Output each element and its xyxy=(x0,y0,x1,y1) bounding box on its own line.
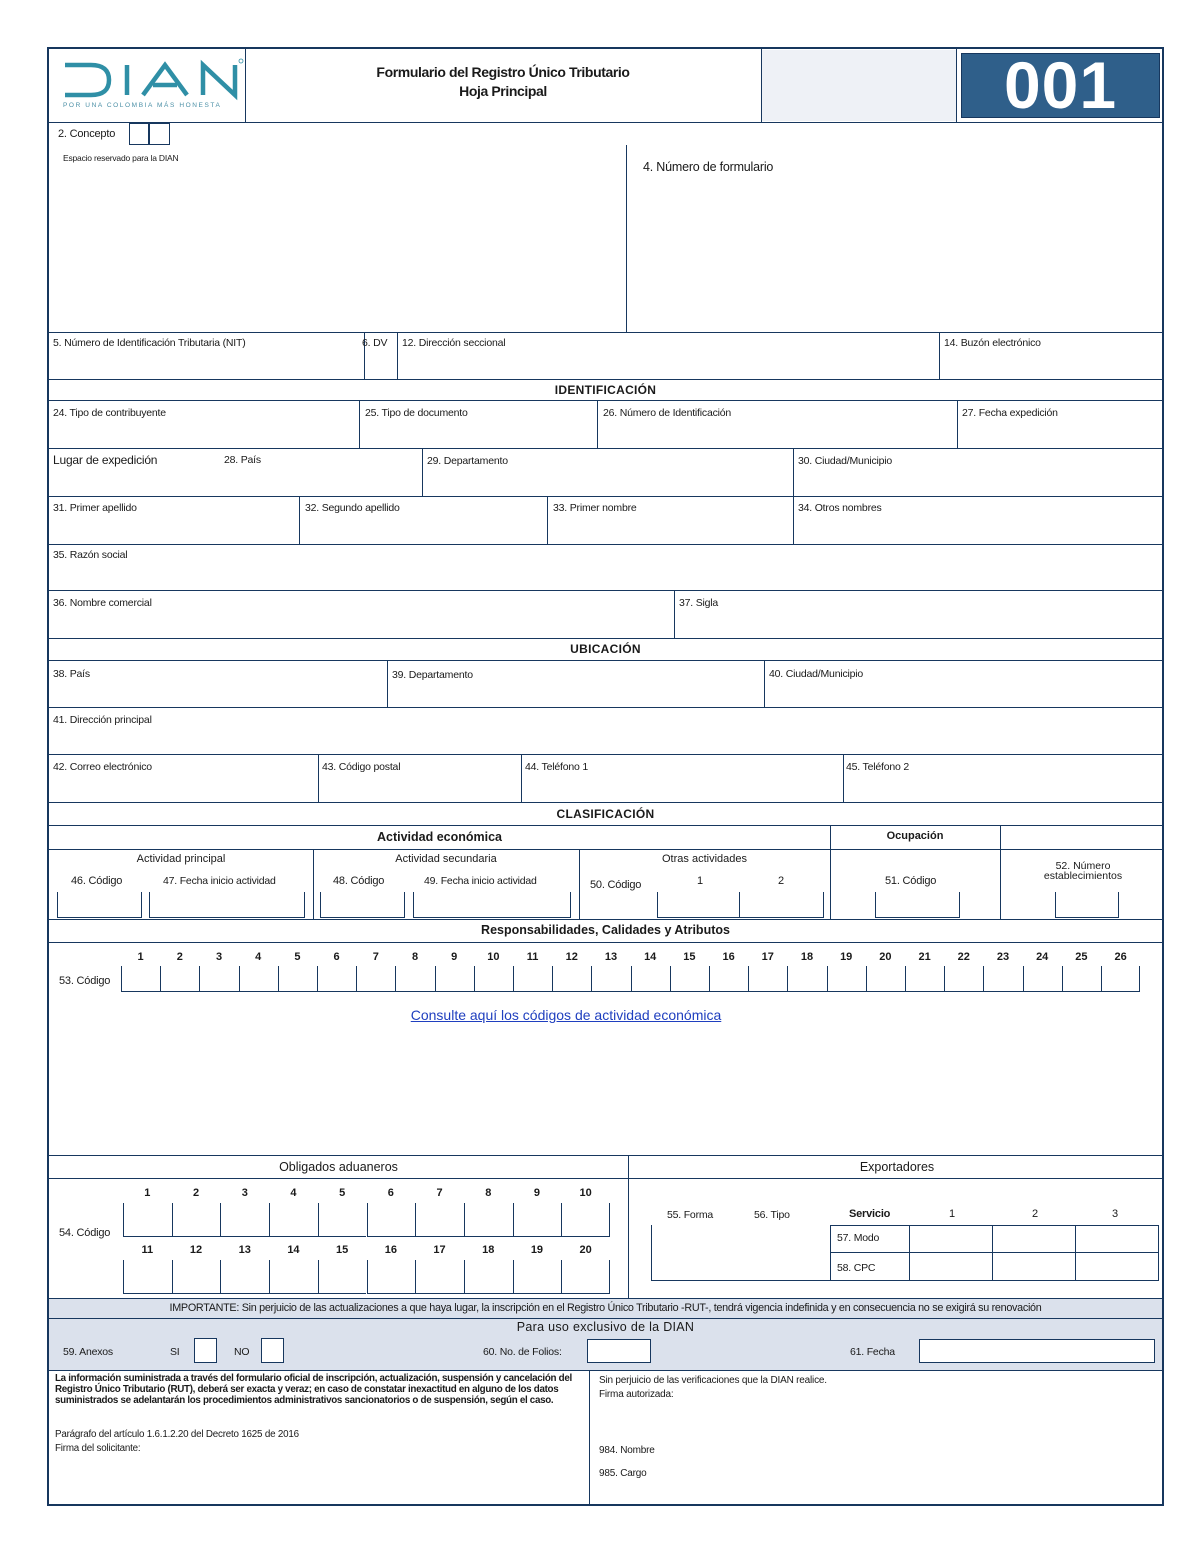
code53-box[interactable] xyxy=(983,966,1022,992)
f34-label: 34. Otros nombres xyxy=(798,502,882,514)
code53-box[interactable] xyxy=(513,966,552,992)
verificaciones-text: Sin perjuicio de las verificaciones que la DIAN realice. xyxy=(599,1375,827,1386)
title-line2: Hoja Principal xyxy=(459,83,547,99)
code53-box[interactable] xyxy=(474,966,513,992)
code53-number: 9 xyxy=(451,951,458,963)
code53-number: 3 xyxy=(215,951,223,963)
firma-solicitante-label: Firma del solicitante: xyxy=(55,1443,141,1454)
code54-number: 13 xyxy=(238,1244,251,1256)
code54-box[interactable] xyxy=(513,1260,562,1294)
code53-number: 18 xyxy=(800,951,814,963)
identificacion-title: IDENTIFICACIÓN xyxy=(554,383,657,397)
f57-label: 57. Modo xyxy=(837,1232,880,1244)
no-label: NO xyxy=(234,1346,250,1358)
code53-number: 13 xyxy=(604,951,618,963)
code54-box[interactable] xyxy=(220,1203,269,1237)
code53-box[interactable] xyxy=(787,966,826,992)
code53-box[interactable] xyxy=(239,966,278,992)
f46-input[interactable] xyxy=(57,892,142,918)
form-title xyxy=(245,63,761,101)
f55-input[interactable] xyxy=(651,1225,736,1281)
f44-label: 44. Teléfono 1 xyxy=(525,761,588,773)
servicio-col-3: 3 xyxy=(1112,1208,1118,1220)
code54-number: 3 xyxy=(241,1187,248,1199)
f31-label: 31. Primer apellido xyxy=(53,502,137,514)
code53-box[interactable] xyxy=(278,966,317,992)
dian-logo xyxy=(53,53,245,117)
exportadores-title: Exportadores xyxy=(859,1160,935,1174)
f46-label: 46. Código xyxy=(71,875,123,887)
code54-number: 6 xyxy=(387,1187,394,1199)
otras-col-1: 1 xyxy=(697,875,703,887)
code53-number: 2 xyxy=(176,951,183,963)
nit-label: 5. Número de Identificación Tributaria (NIT) xyxy=(53,337,246,349)
code53-box[interactable] xyxy=(199,966,238,992)
code53-number: 21 xyxy=(918,951,931,963)
code53-number: 17 xyxy=(761,951,774,963)
header-grey-cell xyxy=(762,50,956,121)
code53-number: 25 xyxy=(1075,951,1088,963)
code54-number: 15 xyxy=(336,1244,349,1256)
code53-box[interactable] xyxy=(905,966,944,992)
code53-number: 24 xyxy=(1036,951,1049,963)
code54-box[interactable] xyxy=(123,1260,172,1294)
code53-number: 22 xyxy=(957,951,970,963)
code54-number: 2 xyxy=(192,1187,200,1199)
code54-number: 12 xyxy=(189,1244,203,1256)
f30-label: 30. Ciudad/Municipio xyxy=(798,455,893,467)
numero-formulario-label: 4. Número de formulario xyxy=(643,160,774,174)
f52-label xyxy=(1000,861,1166,881)
f58-label: 58. CPC xyxy=(837,1262,876,1274)
f53-label: 53. Código xyxy=(59,975,111,987)
reserved-space-label: Espacio reservado para la DIAN xyxy=(63,153,179,163)
code54-box[interactable] xyxy=(367,1260,416,1294)
f45-label: 45. Teléfono 2 xyxy=(846,761,909,773)
code54-box[interactable] xyxy=(172,1203,221,1237)
f24-label: 24. Tipo de contribuyente xyxy=(53,407,166,419)
code53-box[interactable] xyxy=(944,966,983,992)
code54-number: 16 xyxy=(384,1244,397,1256)
f49-label: 49. Fecha inicio actividad xyxy=(424,875,537,887)
code53-box[interactable] xyxy=(631,966,670,992)
folios-input[interactable] xyxy=(587,1339,651,1363)
f49-input[interactable] xyxy=(413,892,571,918)
code54-number: 20 xyxy=(579,1244,592,1256)
code53-box[interactable] xyxy=(395,966,434,992)
uso-dian-title: Para uso exclusivo de la DIAN xyxy=(516,1320,695,1334)
code53-box[interactable] xyxy=(866,966,905,992)
f47-input[interactable] xyxy=(149,892,305,918)
f26-label: 26. Número de Identificación xyxy=(603,407,732,419)
fecha-input[interactable] xyxy=(919,1339,1155,1363)
f55-label: 55. Forma xyxy=(667,1209,714,1221)
f58-input-2[interactable] xyxy=(994,1254,1074,1280)
responsabilidades-title: Responsabilidades, Calidades y Atributos xyxy=(481,923,730,937)
otras-col-2: 2 xyxy=(778,875,784,887)
f43-label: 43. Código postal xyxy=(322,761,401,773)
code53-number: 12 xyxy=(565,951,578,963)
code53-box[interactable] xyxy=(317,966,356,992)
f27-label: 27. Fecha expedición xyxy=(962,407,1058,419)
buzon-label: 14. Buzón electrónico xyxy=(944,337,1041,349)
code53-number: 20 xyxy=(879,951,892,963)
logo-tagline: POR UNA COLOMBIA MÁS HONESTA xyxy=(63,102,222,109)
code53-number: 10 xyxy=(487,951,500,963)
f36-label: 36. Nombre comercial xyxy=(53,597,152,609)
code54-box[interactable] xyxy=(561,1203,610,1237)
code54-number: 1 xyxy=(144,1187,151,1199)
code54-box[interactable] xyxy=(367,1203,416,1237)
code53-box[interactable] xyxy=(552,966,591,992)
code53-box[interactable] xyxy=(121,966,160,992)
code53-box[interactable] xyxy=(1101,966,1140,992)
code53-box[interactable] xyxy=(591,966,630,992)
form-code: 001 xyxy=(1003,48,1118,122)
code54-box[interactable] xyxy=(172,1260,221,1294)
f48-input[interactable] xyxy=(320,892,405,918)
code54-number: 10 xyxy=(579,1187,592,1199)
code53-box[interactable] xyxy=(670,966,709,992)
seccional-label: 12. Dirección seccional xyxy=(402,337,506,349)
code54-box[interactable] xyxy=(415,1260,464,1294)
f50-input-1[interactable] xyxy=(657,892,740,918)
code53-number: 26 xyxy=(1114,951,1127,963)
code54-number: 14 xyxy=(287,1244,300,1256)
f61-label: 61. Fecha xyxy=(850,1346,895,1358)
servicio-col-2: 2 xyxy=(1032,1208,1038,1220)
code54-box[interactable] xyxy=(220,1260,269,1294)
code53-number: 23 xyxy=(996,951,1010,963)
code53-number: 11 xyxy=(526,951,539,963)
code54-box[interactable] xyxy=(318,1260,367,1294)
code53-box[interactable] xyxy=(435,966,474,992)
f58-input-3[interactable] xyxy=(1077,1254,1157,1280)
f50-label: 50. Código xyxy=(590,879,642,891)
importante-text: IMPORTANTE: Sin perjuicio de las actualizaciones a que haya lugar, la inscripción en el Registro Único Tributario -RUT-, tendrá vigencia indefinida y en consecuencia no se exigirá su renovación xyxy=(169,1302,1042,1314)
f57-input-2[interactable] xyxy=(994,1227,1074,1251)
f40-label: 40. Ciudad/Municipio xyxy=(769,668,864,680)
code54-number: 18 xyxy=(482,1244,495,1256)
code53-box[interactable] xyxy=(827,966,866,992)
f58-input-1[interactable] xyxy=(911,1254,991,1280)
f54-label: 54. Código xyxy=(59,1227,111,1239)
clasificacion-title: CLASIFICACIÓN xyxy=(556,807,655,821)
f28-label: 28. País xyxy=(224,454,261,466)
actividad-principal-title: Actividad principal xyxy=(136,853,226,865)
f984-label: 984. Nombre xyxy=(599,1445,655,1456)
lugar-expedicion-label: Lugar de expedición xyxy=(53,453,158,467)
code54-number: 8 xyxy=(485,1187,492,1199)
code53-number: 7 xyxy=(372,951,379,963)
f52-label-line1: 52. Número xyxy=(1055,860,1111,872)
f48-label: 48. Código xyxy=(333,875,385,887)
activity-codes-link[interactable]: Consulte aquí los códigos de actividad económica xyxy=(410,1007,722,1023)
code54-number: 11 xyxy=(141,1244,154,1256)
code54-box[interactable] xyxy=(318,1203,367,1237)
f39-label: 39. Departamento xyxy=(392,669,473,681)
ocupacion-title: Ocupación xyxy=(886,830,944,842)
f57-input-3[interactable] xyxy=(1077,1227,1157,1251)
f56-input[interactable] xyxy=(735,1225,831,1281)
f25-label: 25. Tipo de documento xyxy=(365,407,468,419)
code53-box[interactable] xyxy=(1062,966,1101,992)
paragrafo-text: Parágrafo del artículo 1.6.1.2.20 del Decreto 1625 de 2016 xyxy=(55,1429,299,1440)
f50-input-2[interactable] xyxy=(739,892,824,918)
code54-box[interactable] xyxy=(561,1260,610,1294)
code53-number: 4 xyxy=(255,951,262,963)
f60-label: 60. No. de Folios: xyxy=(483,1346,562,1358)
actividad-secundaria-title: Actividad secundaria xyxy=(395,853,497,865)
anexos-si-box[interactable] xyxy=(194,1338,217,1363)
concepto-box-1[interactable] xyxy=(129,123,149,145)
concepto-label: 2. Concepto xyxy=(58,128,116,140)
code54-number: 4 xyxy=(290,1187,297,1199)
f38-label: 38. País xyxy=(53,668,90,680)
code54-box[interactable] xyxy=(415,1203,464,1237)
code54-box[interactable] xyxy=(269,1203,318,1237)
f29-label: 29. Departamento xyxy=(427,455,508,467)
f33-label: 33. Primer nombre xyxy=(553,502,637,514)
dv-label: 6. DV xyxy=(362,337,388,349)
servicio-label: Servicio xyxy=(849,1208,891,1220)
code53-number: 5 xyxy=(294,951,301,963)
code54-box[interactable] xyxy=(513,1203,562,1237)
code54-box[interactable] xyxy=(123,1203,172,1237)
code54-number: 19 xyxy=(530,1244,544,1256)
code54-number: 9 xyxy=(533,1187,540,1199)
code54-number: 5 xyxy=(339,1187,346,1199)
code53-number: 19 xyxy=(840,951,853,963)
code53-number: 8 xyxy=(411,951,419,963)
code54-box[interactable] xyxy=(464,1203,513,1237)
code54-box[interactable] xyxy=(464,1260,513,1294)
servicio-col-1: 1 xyxy=(949,1208,955,1220)
si-label: SI xyxy=(170,1346,180,1358)
firma-solicitante-area[interactable] xyxy=(53,1457,583,1505)
code53-box[interactable] xyxy=(1023,966,1062,992)
code54-number: 17 xyxy=(433,1244,446,1256)
aduaneros-title: Obligados aduaneros xyxy=(279,1160,398,1174)
code53-number: 14 xyxy=(644,951,657,963)
footer-warning: La información suministrada a través del formulario oficial de inscripción, actualización, suspensión y cancelación del Registro Único Tributario (RUT), deberá ser exacta y veraz; en caso de constatar inexactitud en alguno de los datos suministrados se adelantarán los procedimientos administrativos sancionatorios o de suspensión, según el caso. xyxy=(55,1373,572,1406)
actividad-economica-title: Actividad económica xyxy=(376,830,503,844)
code54-number: 7 xyxy=(436,1187,443,1199)
otras-actividades-title: Otras actividades xyxy=(662,853,747,865)
code53-box[interactable] xyxy=(748,966,787,992)
f47-label: 47. Fecha inicio actividad xyxy=(163,875,276,887)
code53-number: 1 xyxy=(137,951,144,963)
code54-box[interactable] xyxy=(269,1260,318,1294)
f56-label: 56. Tipo xyxy=(754,1209,790,1221)
f51-input[interactable] xyxy=(875,892,960,918)
f42-label: 42. Correo electrónico xyxy=(53,761,152,773)
code53-number: 15 xyxy=(683,951,696,963)
concepto-box-2[interactable] xyxy=(149,123,170,145)
anexos-no-box[interactable] xyxy=(261,1338,284,1363)
f59-label: 59. Anexos xyxy=(63,1346,113,1358)
code53-box[interactable] xyxy=(160,966,199,992)
code53-box[interactable] xyxy=(709,966,748,992)
rut-form xyxy=(47,47,1164,1506)
firma-autorizada-label: Firma autorizada: xyxy=(599,1389,674,1400)
code53-box[interactable] xyxy=(356,966,395,992)
code53-number: 6 xyxy=(333,951,340,963)
f35-label: 35. Razón social xyxy=(53,549,128,561)
title-line1: Formulario del Registro Único Tributario xyxy=(376,64,630,80)
ubicacion-title: UBICACIÓN xyxy=(570,642,641,656)
f32-label: 32. Segundo apellido xyxy=(305,502,400,514)
f985-label: 985. Cargo xyxy=(599,1468,647,1479)
f51-label: 51. Código xyxy=(885,875,937,887)
f52-label-line2: establecimientos xyxy=(1043,870,1123,882)
code53-number: 16 xyxy=(722,951,735,963)
f52-input[interactable] xyxy=(1055,892,1119,918)
f57-input-1[interactable] xyxy=(911,1227,991,1251)
f37-label: 37. Sigla xyxy=(679,597,719,609)
f41-label: 41. Dirección principal xyxy=(53,714,152,726)
